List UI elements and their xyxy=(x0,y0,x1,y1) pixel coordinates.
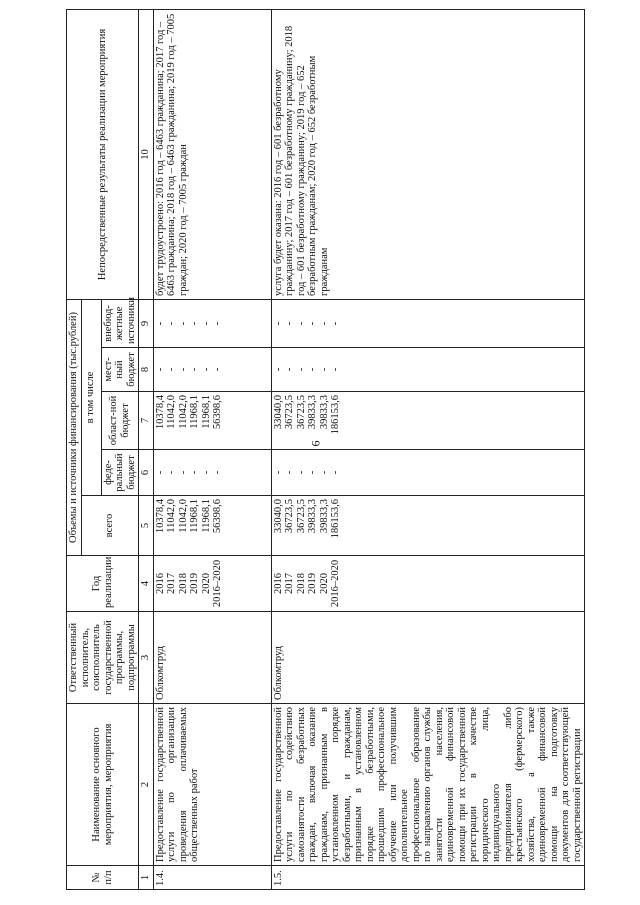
local-value: - xyxy=(200,367,212,372)
federal-value: - xyxy=(200,470,212,475)
total-value: 33040,0 xyxy=(272,499,284,534)
local-value: - xyxy=(212,367,223,372)
executor: Облкомтруд xyxy=(271,612,585,704)
row-number: 1.5. xyxy=(271,866,585,890)
local-value: - xyxy=(189,367,200,372)
extrabudgetary-value: - xyxy=(200,321,212,326)
header-federal-budget: феде-ральный бюджет xyxy=(101,450,139,496)
header-financing: Объемы и источники финансирования (тыс.рублей) xyxy=(67,299,82,555)
header-total: всего xyxy=(81,496,139,556)
total-value: 56398,6 xyxy=(212,499,223,534)
total-value: 10378,4 xyxy=(154,499,166,534)
regional-value: 36723,5 xyxy=(295,395,307,430)
column-number: 5 xyxy=(139,496,154,556)
regional-value: 33040,0 xyxy=(272,395,284,430)
column-number: 4 xyxy=(139,556,154,612)
local-value: - xyxy=(166,367,177,372)
year: 2017 xyxy=(284,573,295,594)
regional-value: 11968,1 xyxy=(189,395,200,429)
regional-value: 11042,0 xyxy=(177,395,189,429)
year: 2018 xyxy=(295,573,307,594)
header-year: Год реализации xyxy=(67,556,139,612)
regional-value: 36723,5 xyxy=(284,395,295,430)
row-number: 1.4. xyxy=(153,866,271,890)
total-value: 11968,1 xyxy=(200,499,212,533)
column-number: 1 xyxy=(139,866,154,890)
total-value: 11968,1 xyxy=(189,499,200,533)
year: 2020 xyxy=(318,573,330,594)
column-number: 9 xyxy=(139,299,154,347)
extrabudgetary-value: - xyxy=(307,321,318,326)
local-list xyxy=(271,348,585,392)
header-event-name: Наименование основного мероприятия, мероприятия xyxy=(67,704,139,866)
extrabudgetary-value: - xyxy=(272,321,284,326)
years-list xyxy=(271,556,585,612)
year: 2020 xyxy=(200,573,212,594)
local-value: - xyxy=(330,367,341,372)
extrabudgetary-value: - xyxy=(154,321,166,326)
page-number: 6 xyxy=(308,440,323,447)
local-value: - xyxy=(272,367,284,372)
column-number: 6 xyxy=(139,450,154,496)
federal-value: - xyxy=(295,470,307,475)
column-number: 10 xyxy=(139,9,154,299)
regional-list xyxy=(271,392,585,450)
table-row xyxy=(271,9,585,889)
year: 2018 xyxy=(177,573,189,594)
table-row xyxy=(153,9,271,889)
header-results: Непосредственные результаты реализации мероприятия xyxy=(67,9,139,299)
regional-list xyxy=(153,392,271,450)
header-executor: Ответственный исполнитель, соисполнитель государственной программы, подпрограммы xyxy=(67,612,139,704)
total-value: 36723,5 xyxy=(295,499,307,534)
federal-list xyxy=(271,450,585,496)
extrabudgetary-value: - xyxy=(330,321,341,326)
year: 2016–2020 xyxy=(212,559,223,608)
local-value: - xyxy=(295,367,307,372)
regional-value: 10378,4 xyxy=(154,395,166,430)
column-number: 2 xyxy=(139,704,154,866)
regional-value: 39833,3 xyxy=(318,395,330,430)
column-number: 3 xyxy=(139,612,154,704)
years-list xyxy=(153,556,271,612)
total-value: 39833,3 xyxy=(307,499,318,534)
extrabudgetary-value: - xyxy=(295,321,307,326)
local-value: - xyxy=(154,367,166,372)
year: 2016 xyxy=(154,573,166,594)
regional-value: 11042,0 xyxy=(166,395,177,429)
federal-value: - xyxy=(272,470,284,475)
total-value: 36723,5 xyxy=(284,499,295,534)
year: 2019 xyxy=(189,573,200,594)
regional-value: 56398,6 xyxy=(212,395,223,430)
local-list xyxy=(153,348,271,392)
header-regional-budget: област-ной бюджет xyxy=(101,392,139,450)
total-value: 11042,0 xyxy=(166,499,177,533)
header-including: в том числе xyxy=(81,299,101,495)
federal-value: - xyxy=(177,470,189,475)
federal-value: - xyxy=(318,470,330,475)
extrabudgetary-value: - xyxy=(189,321,200,326)
regional-value: 186153,6 xyxy=(330,395,341,435)
result-text: услуга будет оказана: 2016 год – 601 безработному гражданину; 2017 год – 601 безработному гражданину; 2018 год – 601 безработному гражданину; 2019 год – 652 безработным гражданам; 2020 год – 652 безработным гражданам xyxy=(271,9,585,299)
regional-value: 11968,1 xyxy=(200,395,212,429)
column-number: 8 xyxy=(139,348,154,392)
year: 2016–2020 xyxy=(330,559,341,608)
program-table xyxy=(66,9,585,890)
extrabudgetary-list xyxy=(271,299,585,347)
total-list xyxy=(271,496,585,556)
year: 2017 xyxy=(166,573,177,594)
federal-value: - xyxy=(212,470,223,475)
federal-value: - xyxy=(154,470,166,475)
extrabudgetary-value: - xyxy=(318,321,330,326)
extrabudgetary-value: - xyxy=(166,321,177,326)
event-name: Предоставление государственной услуги по организации проведения оплачиваемых общественных работ xyxy=(153,704,271,866)
year: 2019 xyxy=(307,573,318,594)
year: 2016 xyxy=(272,573,284,594)
program-table-sheet xyxy=(66,10,616,890)
regional-value: 39833,3 xyxy=(307,395,318,430)
federal-value: - xyxy=(284,470,295,475)
total-value: 186153,6 xyxy=(330,499,341,539)
federal-value: - xyxy=(189,470,200,475)
header-local-budget: мест-ный бюджет xyxy=(101,348,139,392)
federal-value: - xyxy=(166,470,177,475)
executor: Облкомтруд xyxy=(153,612,271,704)
total-list xyxy=(153,496,271,556)
header-extrabudgetary: внебюд-жетные источники xyxy=(101,299,139,347)
column-number-row xyxy=(139,9,154,889)
extrabudgetary-value: - xyxy=(177,321,189,326)
column-number: 7 xyxy=(139,392,154,450)
header-number: № п/п xyxy=(67,866,139,890)
local-value: - xyxy=(177,367,189,372)
event-name: Предоставление государственной услуги по содействию самозанятости безработных граждан, включая оказание гражданам, признанным в установленном порядке безработными, и гражданам, признанным в установленном порядке безработными, прошедшим профессиональное обучение или получившим дополнительное профессиональное образование по направлению органов службы занятости населения, единовременной финансовой помощи при их государственной регистрации в качестве юридического лица, индивидуального предпринимателя либо крестьянского (фермерского) хозяйства, а также единовременной финансовой помощи на подготовку документов для соответствующей государственной регистрации xyxy=(271,704,585,866)
federal-list xyxy=(153,450,271,496)
local-value: - xyxy=(318,367,330,372)
extrabudgetary-list xyxy=(153,299,271,347)
result-text: будет трудоустроено: 2016 год – 6463 гражданина; 2017 год – 6463 гражданина; 2018 год – 6463 гражданина; 2019 год – 7005 граждан; 2020 год – 7005 граждан xyxy=(153,9,271,299)
federal-value: - xyxy=(330,470,341,475)
total-value: 39833,3 xyxy=(318,499,330,534)
federal-value: - xyxy=(307,470,318,475)
extrabudgetary-value: - xyxy=(284,321,295,326)
local-value: - xyxy=(307,367,318,372)
extrabudgetary-value: - xyxy=(212,321,223,326)
total-value: 11042,0 xyxy=(177,499,189,533)
local-value: - xyxy=(284,367,295,372)
